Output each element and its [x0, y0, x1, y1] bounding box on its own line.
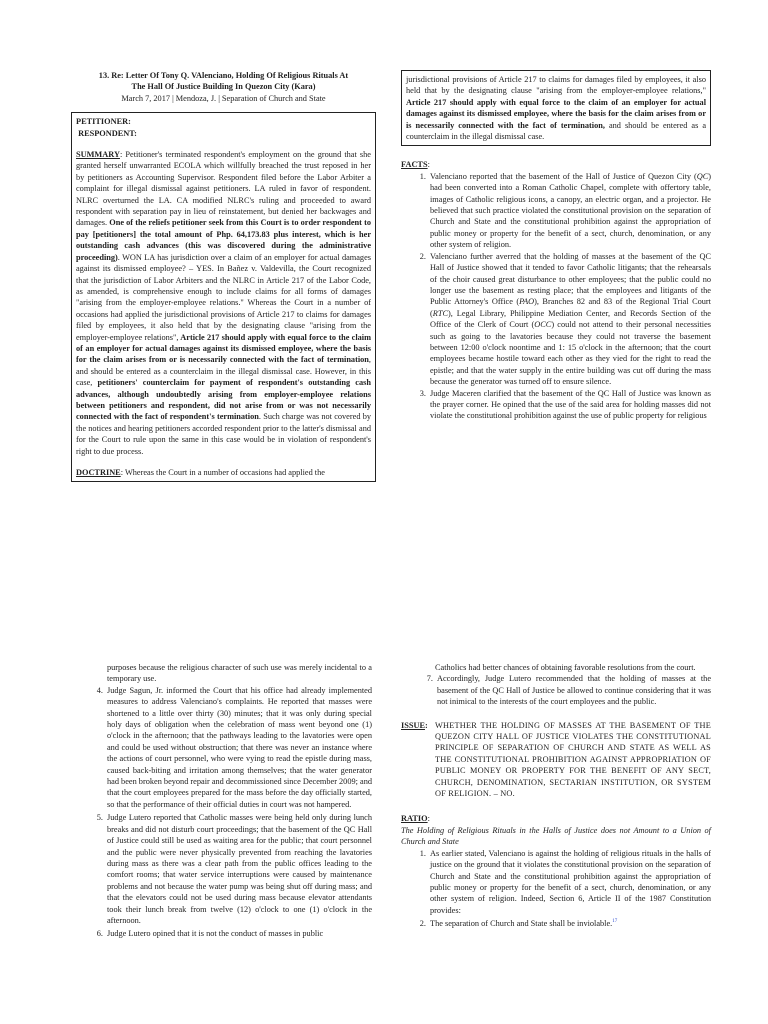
issue-text: WHETHER THE HOLDING OF MASSES AT THE BASEMENT OF THE QUEZON CITY HALL OF JUSTICE VIOLATES THE CONSTITUTIONAL PRINCIPLE OF SEPARATION OF CHURCH AND STATE AS WELL AS THE CONSTITUTIONAL PROHIBITION AGAINST APPROPRIATION OF PUBLIC MONEY OR PROPERTY FOR THE BENEFIT OF ANY SECT, CHURCH, DENOMINATION, SECTARIAN INSTITUTION, OR SYSTEM OF RELIGION. – NO.	[435, 720, 711, 799]
respondent-label: RESPONDENT:	[78, 128, 137, 138]
facts-list	[401, 171, 711, 422]
summary-bold-2: Article 217 should apply with equal force to the claim of an employer for actual damages against its dismissed employee, where the basis for the claim arises from or is necessarily connected with the fact of termination	[76, 332, 372, 365]
document-page-2	[0, 645, 768, 1024]
case-title	[71, 70, 376, 104]
facts-item-3-continued: purposes because the religious character of such use was merely incidental to a temporary use.	[107, 663, 372, 684]
facts-item-3: 3. Judge Maceren clarified that the basement of the QC Hall of Justice was known as the prayer corner. He opined that the use of the said area for holding masses did not violate the constitutional prohibition against the use of public property for religious	[428, 388, 711, 422]
summary-text-1: : Petitioner's terminated respondent's employment on the ground that she granted herself unwarranted ECOLA which willfully breached the trust reposed in her by petitioners as Accounting Supervisor. Respondent filed before the Labor Arbiter a complaint for illegal dismissal against petitioners. LA ruled in favor of respondent. NLRC overturned the LA. CA modified NLRC's ruling and proceeded to award respondent with separation pay in lieu of reinstatement, but denied her backwages and damages.	[76, 150, 371, 228]
facts-2-a: Valenciano further averred that the holding of masses at the basement of the QC Hall of Justice showed that it tended to favor Catholic litigants; that the rehearsals of the choir caused great disturbance to other employees; that the public could no longer use the basement as resting place; that the employees and litigants of the Public Attorney's Office (	[430, 251, 711, 307]
facts-section: FACTS: 1. Valenciano reported that the basement of the Hall of Justice of Quezon City (QC) had been converted into a Roman Catholic Chapel, complete with offertory table, images of Catholic religious icons, a canopy, an electric organ, and a projector. He believed that such practice violated the constitutional provision on the separation of Church and State and the constitutional prohibition against the appropriation of public money or property for the benefit of a sect, church, denomination, or any other system of religion. 2. Valenciano further averred that the holding of masses at the basement of the QC Hall of Justice showed that it tended to favor Catholic litigants; that the rehearsals of the choir caused great disturbance to other employees; that the public could no longer use the basement as resting place; that the employees and litigants of the Public Attorney's Office (PAO), Branches 82 and 83 of the Regional Trial Court (RTC), Legal Library, Philippine Mediation Center, and Records Section of the Office of the Clerk of Court (OCC) could not attend to their personal necessities such as going to the lavatories because they could not traverse the basement between 12:00 o'clock noontime and 1: 15 o'clock in the afternoon; that the court employees became hostile toward each other as they vied for the right to read the epistle; and that the water supply in the entire building was cut off during the mass because the generator was turned off to ensure silence. 3. Judge Maceren clarified that the basement of the QC Hall of Justice was known as the prayer corner. He opined that the use of the said area for holding masses did not violate the constitutional prohibition against the use of public property for religious	[401, 159, 711, 421]
facts-list-end	[401, 673, 711, 707]
facts-2-d: ) could not attend to their personal necessities such as going to the lavatories because they could not traverse the basement between 12:00 o'clock noontime and 1: 15 o'clock in the afternoon; that the court employees became hostile toward each other as they vied for the right to read the epistle; and that the water supply in the entire building was cut off during the mass because the generator was turned off to ensure silence.	[430, 320, 711, 387]
doctrine-cont-bold: Article 217 should apply with equal force to the claim of an employer for actual damages against its dismissed employee, where the basis for the claim arises from or is necessarily connected with the fact of termination,	[406, 97, 706, 130]
facts-item-6-continued: Catholics had better chances of obtaining favorable resolutions from the court.	[435, 663, 696, 672]
facts-2-occ: OCC	[534, 320, 552, 330]
left-column	[71, 70, 376, 482]
page2-right-column	[401, 662, 711, 929]
facts-item-4: 4. Judge Sagun, Jr. informed the Court that his office had already implemented measures to address Valenciano's complaints. He reported that masses were shortened to a little over thirty (30) minutes; that it was only during special holy days of obligation when the celebration of mass went beyond one (1) o'clock in the afternoon; that the pathways leading to the lavatories were open and could be used without obstruction; that there was never an instance where the actions of court personnel, who were vying to read the epistle during mass, caused back-biting and irritation among themselves; that the water generator had been broken beyond repair and decommissioned since December 2009; and that the court employees prepared for the mass before the day officially started, so that the performance of their official duties in court was not hampered.	[105, 685, 372, 810]
issue-section: ISSUE: WHETHER THE HOLDING OF MASSES AT THE BASEMENT OF THE QUEZON CITY HALL OF JUSTICE VIOLATES THE CONSTITUTIONAL PRINCIPLE OF SEPARATION OF CHURCH AND STATE AS WELL AS THE CONSTITUTIONAL PROHIBITION AGAINST APPROPRIATION OF PUBLIC MONEY OR PROPERTY FOR THE BENEFIT OF ANY SECT, CHURCH, DENOMINATION, SECTARIAN INSTITUTION, OR SYSTEM OF RELIGION. – NO.	[401, 720, 711, 799]
doctrine-label: DOCTRINE	[76, 468, 121, 477]
right-column	[401, 70, 711, 422]
ratio-2-text: The separation of Church and State shall be inviolable.	[430, 918, 613, 928]
facts-2-pao: PAO	[519, 297, 535, 307]
ratio-section: RATIO: The Holding of Religious Rituals in the Halls of Justice does not Amount to a Union of Church and State 1. As earlier stated, Valenciano is against the holding of religious rituals in the halls of justice on the ground that it violates the constitutional provision on the separation of Church and State and the constitutional prohibition against the appropriation of public money or property for the benefit of a sect, church, denomination, or any other system of religion. Indeed, Section 6, Article II of the 1987 Constitution provides: 2. The separation of Church and State shall be inviolable.$^{17}$	[401, 813, 711, 929]
ratio-item-1: 1. As earlier stated, Valenciano is against the holding of religious rituals in the halls of justice on the ground that it violates the constitutional provision on the separation of Church and State and the constitutional prohibition against the appropriation of public money or property for the benefit of a sect, church, denomination, or any other system of religion. Indeed, Section 6, Article II of the 1987 Constitution provides:	[428, 848, 711, 916]
summary-text-2: . WON LA has jurisdiction over a claim of an employer for actual damages against its dismissed employee? – YES. In Bañez v. Valdevilla, the Court recognized that the jurisdiction of Labor Arbiters and the NLRC in Article 217 of the Labor Code, as amended, is comprehensive enough to include claims for all forms of damages "arising from the employer-employee relations." Whereas the Court in a number of occasions had applied the jurisdictional provisions of Article 217 to claims for damages filed by employees, it also held that by the designating clause "arising from the employer-employee relations",	[76, 252, 371, 342]
facts-2-rtc: RTC	[432, 308, 448, 318]
facts-item-1	[428, 171, 711, 251]
doctrine-cont-text-1: jurisdictional provisions of Article 217 to claims for damages filed by employees, it also held that by the designating clause "arising from the employer-employee relations,"	[406, 75, 706, 96]
case-title-line-2: The Hall Of Justice Building In Quezon City (Kara)	[131, 82, 316, 92]
facts-label: FACTS	[401, 160, 428, 170]
petitioner-label: PETITIONER:	[76, 117, 131, 127]
facts-2-c: ), Legal Library, Philippine Mediation Center, and Records Section of the Office of the Clerk of Court (	[430, 308, 711, 330]
summary-text-4: . Such charge was not covered by the notices and hearing petitioners accorded respondent prior to the latter's dismissal and for the Court to rule upon the same in this case would be in violation of respondent's right to due process.	[76, 412, 371, 456]
case-subtitle: March 7, 2017 | Mendoza, J. | Separation of Church and State	[121, 93, 326, 103]
facts-1-a: Valenciano reported that the basement of the Hall of Justice of Quezon City (	[430, 171, 697, 181]
issue-label: ISSUE	[401, 720, 425, 730]
doctrine-text: : Whereas the Court in a number of occasions had applied the	[120, 468, 325, 477]
facts-item-7: 7. Accordingly, Judge Lutero recommended that the holding of masses at the basement of the QC Hall of Justice be allowed to continue considering that it was not inimical to the interests of the court employees and the public.	[435, 673, 711, 707]
footnote-link[interactable]: 17	[612, 919, 618, 925]
facts-1-qc: QC	[696, 171, 709, 181]
case-title-line-1: 13. Re: Letter Of Tony Q. VAlenciano, Holding Of Religious Rituals At	[98, 71, 349, 80]
facts-2-b: ), Branches 82 and 83 of the Regional Trial Court (	[430, 297, 711, 318]
ratio-list	[401, 848, 711, 930]
page2-left-column	[78, 662, 372, 940]
summary-paragraph	[76, 149, 371, 457]
facts-item-5: 5. Judge Lutero reported that Catholic masses were being held only during lunch breaks and did not disturb court proceedings; that the basement of the QC Hall of Justice could still be used as waiting area for the public; that court personnel and the public were never physically prevented from reaching the lavatories during mass as there was a clear path from the public offices leading to the comfort rooms; that water service interruptions were caused by maintenance problems and not because the water pump was being shut off during mass; and that the elevators could not be used during mass because elevator attendants took their lunch break from twelve (12) o'clock to one (1) o'clock in the afternoon.	[105, 812, 372, 926]
doctrine-paragraph	[76, 467, 371, 478]
summary-bold-1: One of the reliefs petitioner seek from this Court is to order respondent to pay [petitioners] the total amount of Php. 64,173.83 plus interest, which is her outstanding cash advances (this was discovered during the administrative proceeding)	[76, 218, 371, 262]
summary-text-3: , and should be entered as a counterclaim in the illegal dismissal case. However, in this case,	[76, 355, 371, 388]
facts-item-6: 6. Judge Lutero opined that it is not the conduct of masses in public	[105, 928, 372, 939]
facts-1-b: ) had been converted into a Roman Catholic Chapel, complete with offertory table, images of Catholic religious icons, a canopy, an electric organ, and a projector. He believed that such practice violated the constitutional provision on the separation of Church and State and the constitutional prohibition against the appropriation of public money or property for the benefit of a sect, church, denomination, or any other system of religion.	[430, 171, 711, 250]
doctrine-continued-box	[401, 70, 711, 146]
ratio-item-2	[428, 916, 711, 929]
ratio-label: RATIO	[401, 814, 428, 824]
facts-list-continued	[78, 685, 372, 940]
summary-box	[71, 112, 376, 482]
facts-item-2	[428, 251, 711, 388]
doctrine-cont-text-2: and should be entered as a counterclaim in the illegal dismissal case.	[406, 120, 707, 142]
ratio-subheading: The Holding of Religious Rituals in the Halls of Justice does not Amount to a Union of Church and State	[401, 825, 711, 847]
summary-label: SUMMARY	[76, 150, 120, 160]
summary-bold-3: petitioners' counterclaim for payment of respondent's outstanding cash advances, although undoubtedly arising from employer-employee relations between petitioners and respondent, did not arise from or was not necessarily connected with the fact of respondent's termination	[76, 378, 371, 422]
